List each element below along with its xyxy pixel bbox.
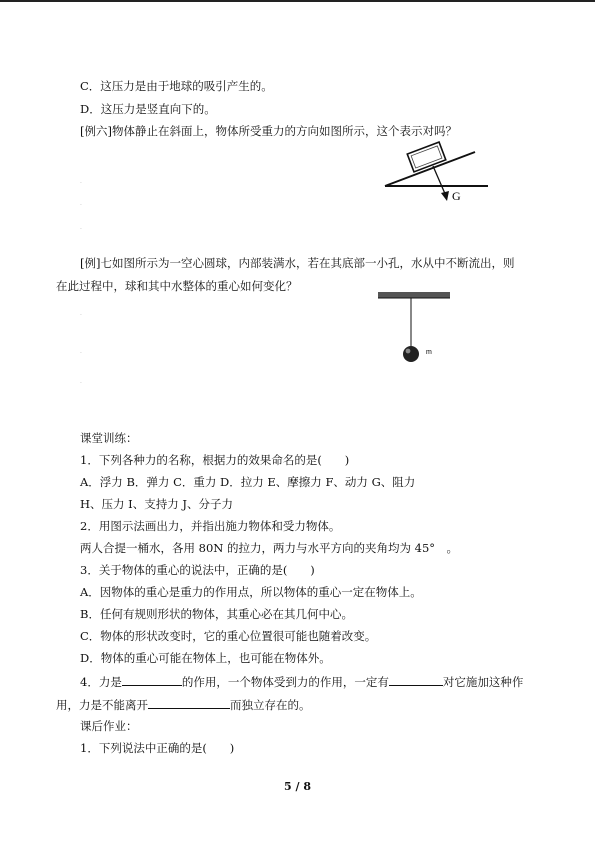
option-c: C．这压力是由于地球的吸引产生的。 bbox=[80, 79, 273, 93]
question-3-option-b: B．任何有规则形状的物体，其重心必在其几何中心。 bbox=[80, 607, 353, 621]
incline-diagram bbox=[380, 138, 495, 210]
q4-text-1: 4．力是 bbox=[80, 675, 122, 689]
q4-text-2: 的作用，一个物体受到力的作用，一定有 bbox=[181, 675, 389, 689]
placeholder-dot: · bbox=[80, 202, 82, 209]
fill-blank-2[interactable] bbox=[389, 673, 443, 686]
q4-text-5: 而独立存在的。 bbox=[230, 698, 311, 712]
pendulum-diagram bbox=[378, 290, 458, 370]
homework-heading: 课后作业： bbox=[80, 719, 138, 733]
gravity-label: G bbox=[452, 189, 461, 203]
question-2-detail: 两人合提一桶水，各用 80N 的拉力，两力与水平方向的夹角均为 45° 。 bbox=[80, 541, 459, 555]
classroom-heading: 课堂训练： bbox=[80, 431, 138, 445]
question-4-line1 bbox=[80, 673, 550, 690]
question-3-option-a: A．因物体的重心是重力的作用点，所以物体的重心一定在物体上。 bbox=[80, 585, 422, 599]
option-d: D．这压力是竖直向下的。 bbox=[80, 102, 216, 116]
page-number: 5 / 8 bbox=[284, 780, 311, 793]
fill-blank-1[interactable] bbox=[122, 673, 182, 686]
mass-label: m bbox=[426, 349, 432, 356]
example-seven-line1: [例]七如图所示为一空心圆球，内部装满水，若在其底部一小孔，水从中不断流出，则 bbox=[80, 256, 515, 270]
placeholder-dot: · bbox=[80, 312, 82, 319]
question-3-option-c: C．物体的形状改变时，它的重心位置很可能也随着改变。 bbox=[80, 629, 377, 643]
example-seven-line2: 在此过程中，球和其中水整体的重心如何变化？ bbox=[56, 279, 298, 293]
q4-text-3: 对它施加这种作 bbox=[442, 675, 524, 689]
placeholder-dot: · bbox=[80, 380, 82, 387]
question-1-options-a: A．浮力 B．弹力 C．重力 D．拉力 E、摩擦力 F、动力 G、阻力 bbox=[80, 475, 416, 489]
question-4-line2 bbox=[56, 696, 526, 713]
q4-text-4: 用，力是不能离开 bbox=[56, 698, 148, 712]
homework-question-1: 1．下列说法中正确的是( ) bbox=[80, 741, 235, 755]
placeholder-dot: · bbox=[80, 350, 82, 357]
question-3: 3．关于物体的重心的说法中，正确的是( ) bbox=[80, 563, 315, 577]
question-3-option-d: D．物体的重心可能在物体上，也可能在物体外。 bbox=[80, 651, 331, 665]
fill-blank-3[interactable] bbox=[148, 696, 230, 709]
example-six: [例六]物体静止在斜面上，物体所受重力的方向如图所示，这个表示对吗？ bbox=[80, 124, 457, 138]
page-top-rule bbox=[0, 0, 595, 2]
placeholder-dot: · bbox=[80, 180, 82, 187]
question-2: 2．用图示法画出力，并指出施力物体和受力物体。 bbox=[80, 519, 341, 533]
placeholder-dot: · bbox=[80, 226, 82, 233]
question-1-options-h: H、压力 I、支持力 J、分子力 bbox=[80, 497, 233, 511]
question-1: 1．下列各种力的名称，根据力的效果命名的是( ) bbox=[80, 453, 350, 467]
